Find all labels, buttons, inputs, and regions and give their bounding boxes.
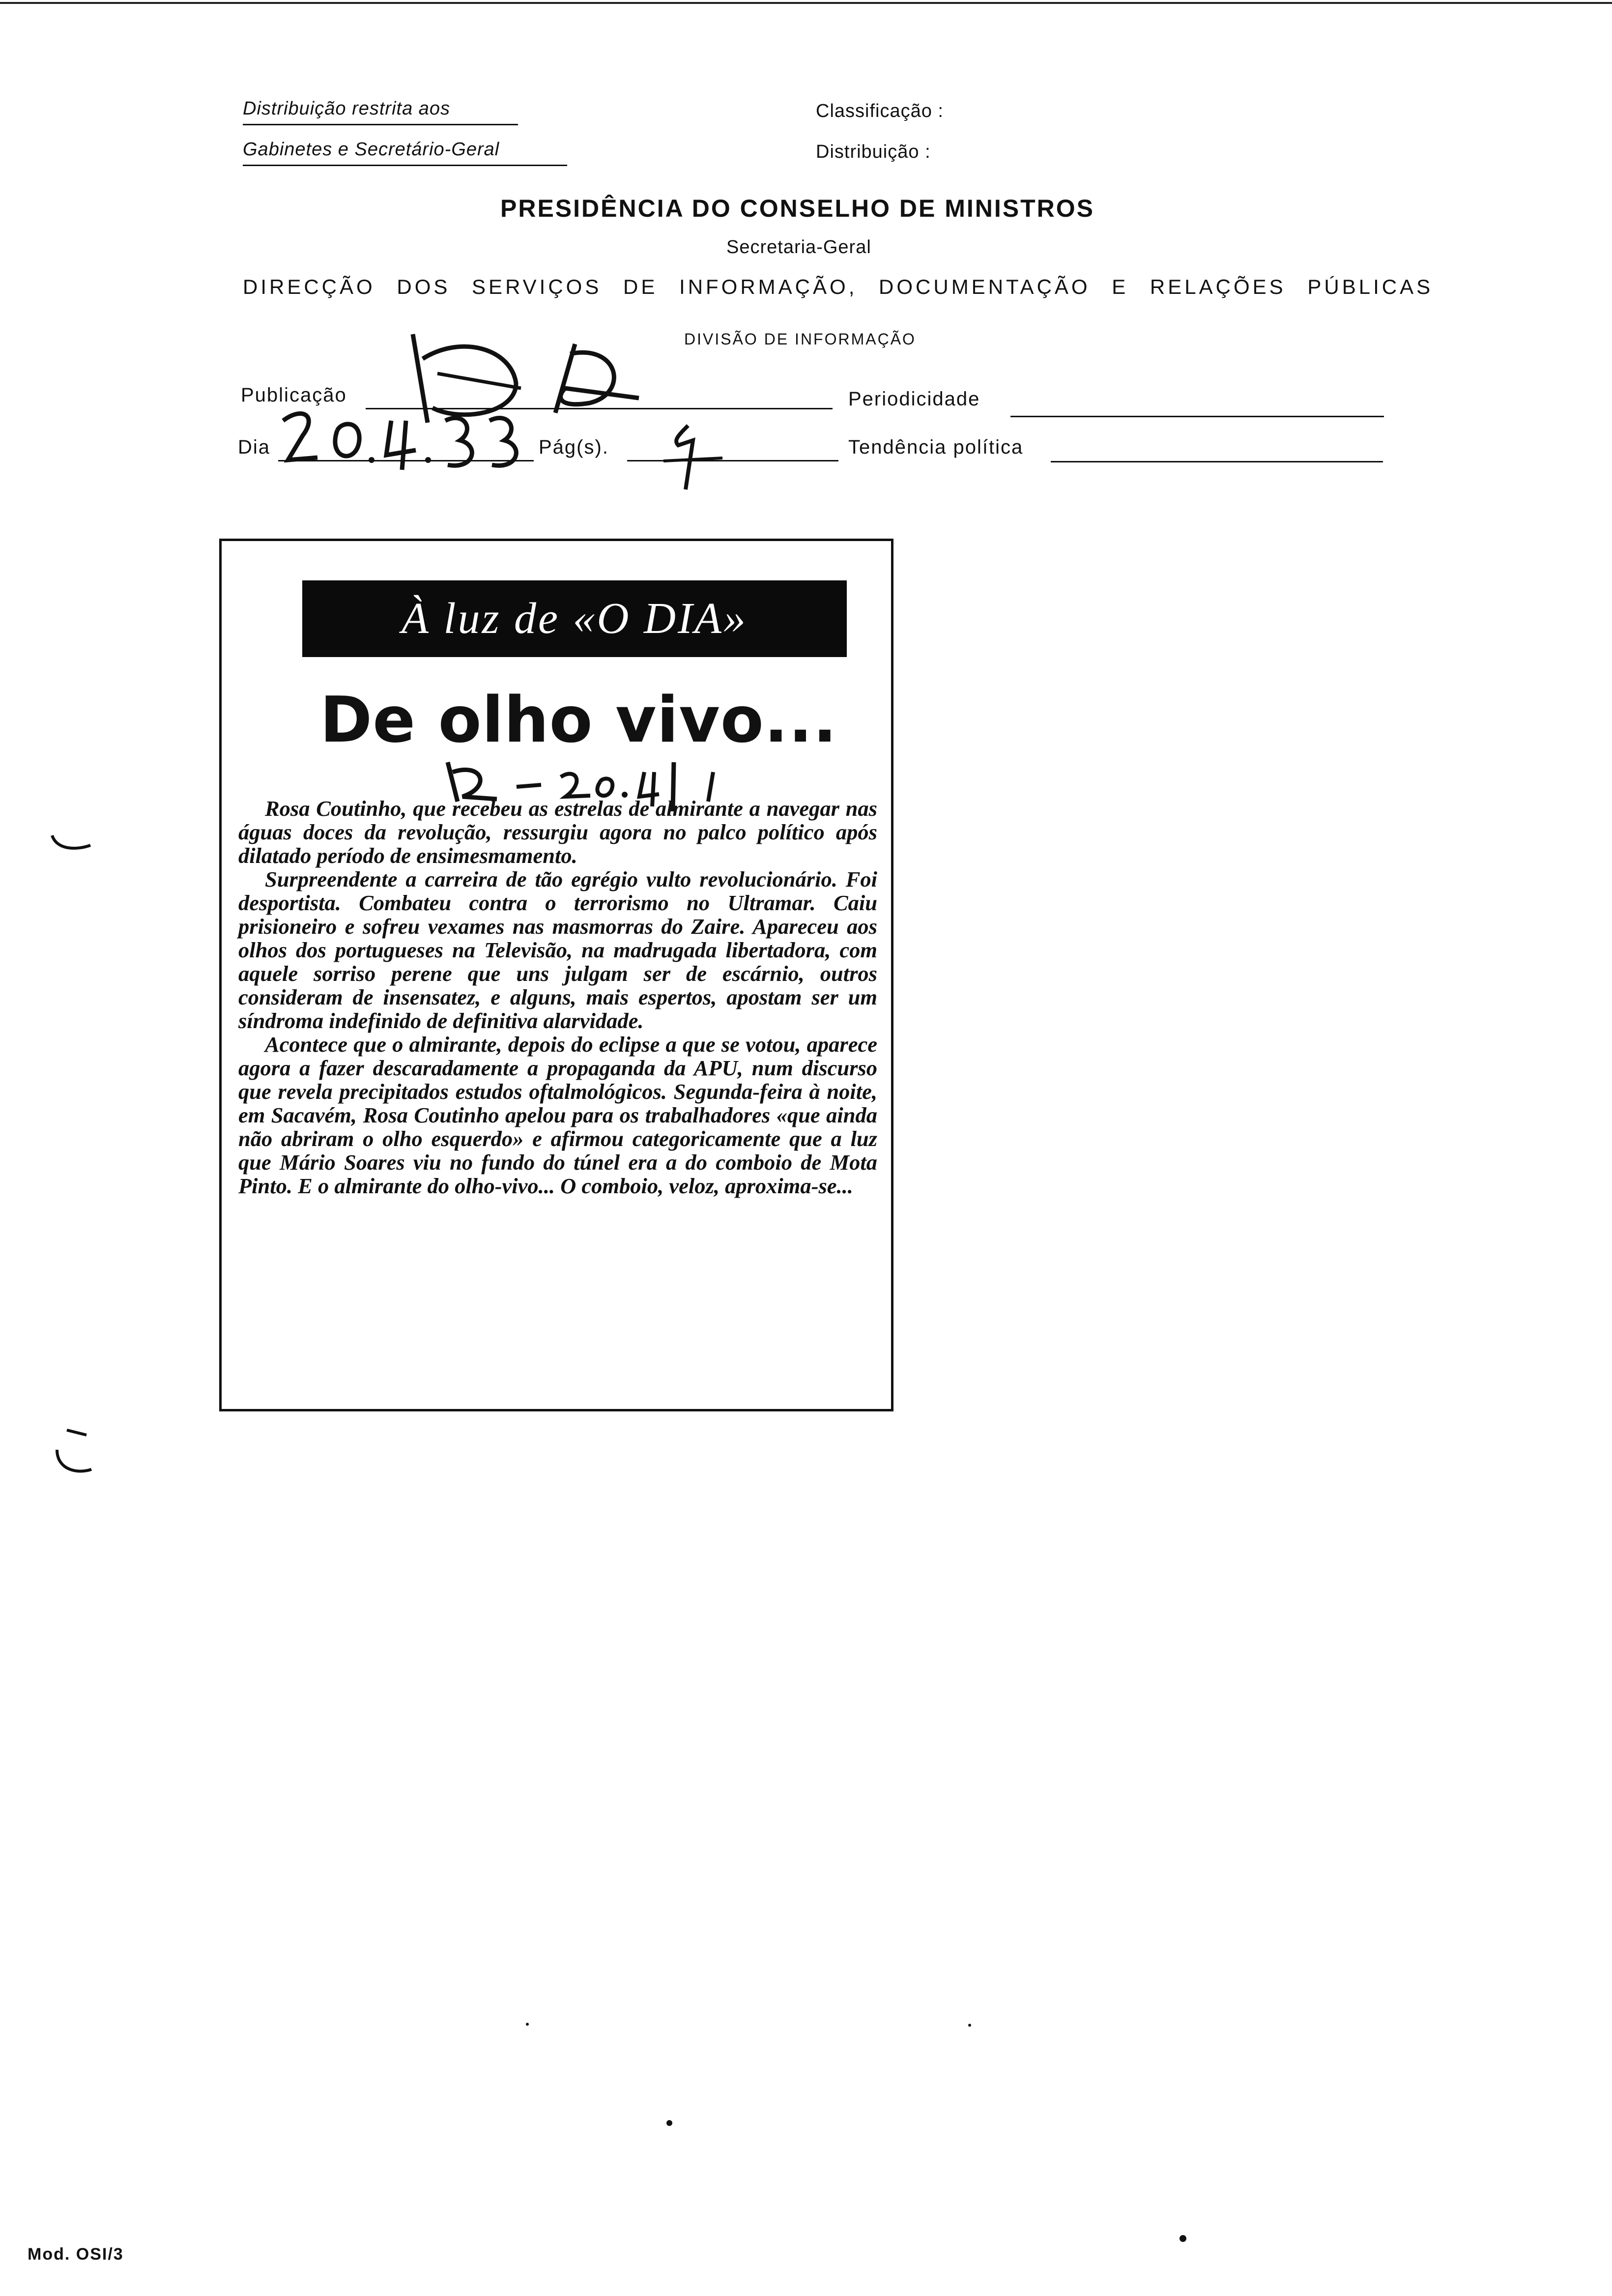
- scan-mark: [47, 831, 96, 860]
- scan-speck: [1180, 2235, 1186, 2242]
- section-banner: [302, 580, 847, 657]
- restriction-underline-1: [243, 124, 518, 125]
- pages-label: Pág(s).: [539, 436, 609, 458]
- scan-speck: [968, 2024, 971, 2027]
- organization-title: PRESIDÊNCIA DO CONSELHO DE MINISTROS: [500, 195, 1095, 222]
- article-paragraph: Acontece que o almirante, depois do eclipse a que se votou, aparece agora a fazer descaradamente a propaganda da APU, num discurso que revela precipitados estudos oftalmológicos. Segunda-feira à noite, em Sacavém, Rosa Coutinho apelou para os trabalhadores «que ainda não abriram o olho esquerdo» e afirmou categoricamente que a luz que Mário Soares viu no fundo do túnel era a do comboio de Mota Pinto. E o almirante do olho-vivo... O comboio, veloz, aproxima-se...: [238, 1032, 877, 1198]
- article-paragraph: Rosa Coutinho, que recebeu as estrelas de almirante a navegar nas águas doces da revolução, ressurgiu agora no palco político após dilatado período de ensimesmamento.: [238, 796, 877, 868]
- day-label: Dia: [238, 436, 271, 458]
- periodicity-label: Periodicidade: [848, 388, 980, 410]
- top-border: [0, 2, 1612, 4]
- political-tendency-label: Tendência política: [848, 436, 1024, 458]
- section-banner-text: À luz de «O DIA»: [402, 594, 748, 643]
- classification-label: Classificação :: [816, 101, 944, 121]
- restriction-text-2: Gabinetes e Secretário-Geral: [243, 139, 500, 160]
- scan-speck: [666, 2120, 672, 2126]
- restriction-line-2: [243, 139, 499, 160]
- scan-mark: [47, 1425, 96, 1479]
- directorate-line: DIRECÇÃO DOS SERVIÇOS DE INFORMAÇÃO, DOCUMENTAÇÃO E RELAÇÕES PÚBLICAS: [243, 275, 1434, 298]
- scan-speck: [526, 2023, 529, 2026]
- newspaper-clipping: [219, 539, 893, 1411]
- political-tendency-line: [1051, 461, 1383, 462]
- organization-subtitle: Secretaria-Geral: [726, 237, 871, 258]
- article-headline: De olho vivo...: [320, 684, 837, 757]
- form-code: Mod. OSI/3: [28, 2245, 124, 2264]
- restriction-text-1: Distribuição restrita aos: [243, 98, 451, 119]
- handwritten-pages: [659, 416, 727, 494]
- division-label: DIVISÃO DE INFORMAÇÃO: [684, 330, 916, 348]
- restriction-line-1: [243, 98, 450, 119]
- publication-label: Publicação: [241, 384, 347, 406]
- handwritten-day: [273, 401, 529, 480]
- restriction-underline-2: [243, 165, 567, 166]
- article-body: [238, 797, 877, 1198]
- article-paragraph: Surpreendente a carreira de tão egrégio vulto revolucionário. Foi desportista. Combateu contra o terrorismo no Ultramar. Caiu prisioneiro e sofreu vexames nas masmorras do Zaire. Apareceu aos olhos dos portugueses na Televisão, na madrugada libertadora, com aquele sorriso perene que uns julgam ser de escárnio, outros consideram de insensatez, e alguns, mais espertos, apostam ser um síndroma indefinido de definitiva alarvidade.: [238, 867, 877, 1033]
- periodicity-line: [1010, 416, 1384, 417]
- distribution-label: Distribuição :: [816, 142, 931, 162]
